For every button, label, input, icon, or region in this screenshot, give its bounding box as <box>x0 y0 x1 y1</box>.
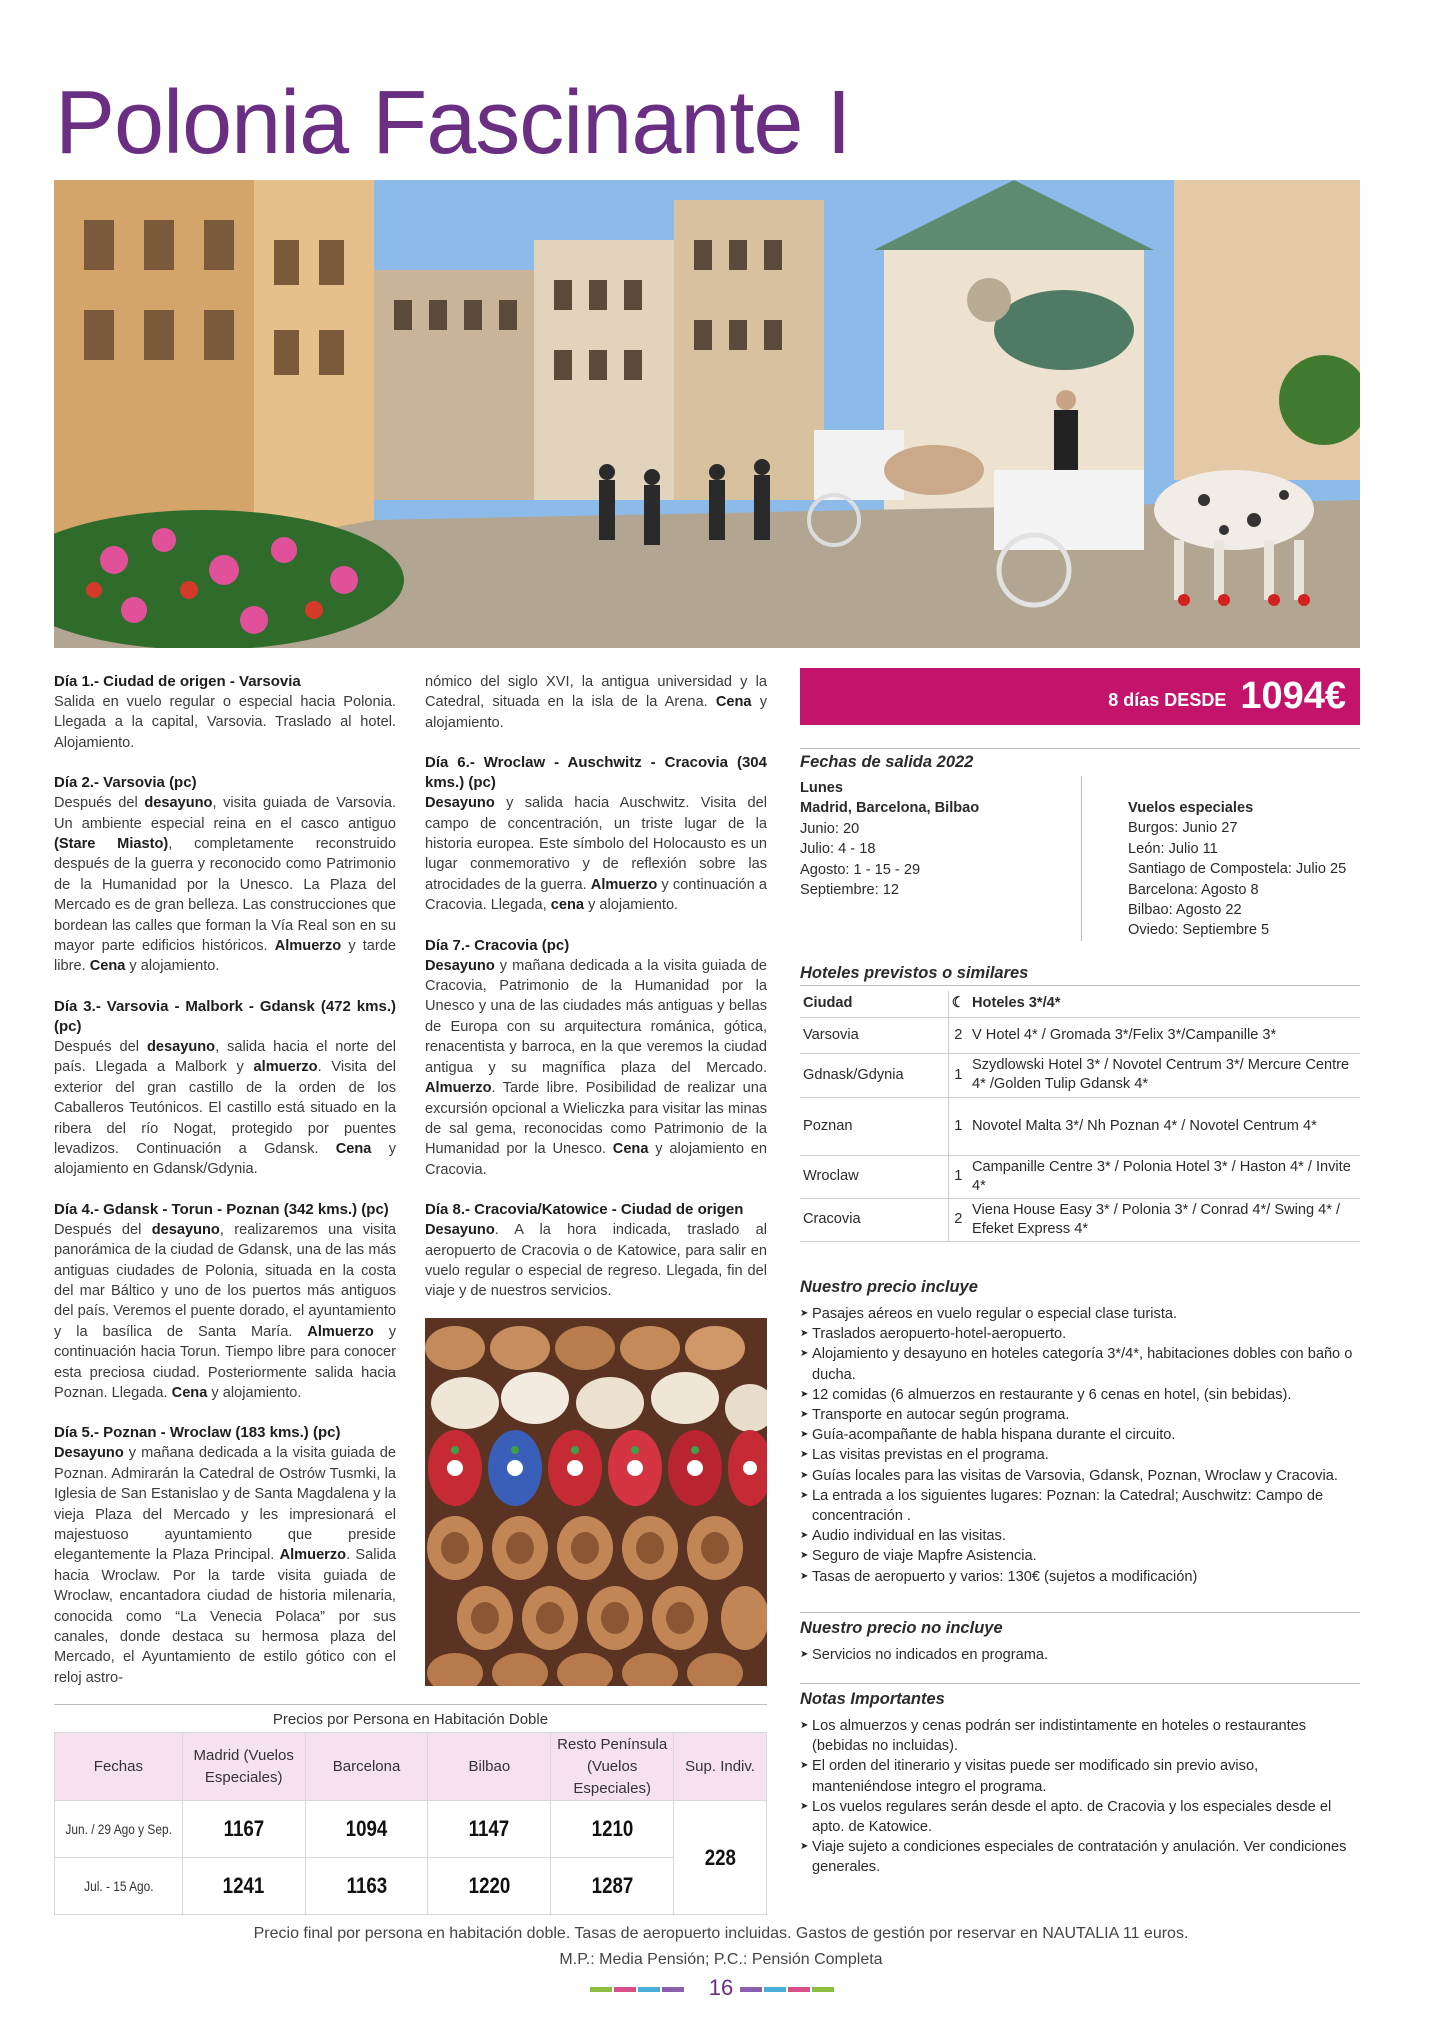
price-table-title: Precios por Persona en Habitación Doble <box>54 1704 767 1728</box>
header-cell: Fechas <box>55 1733 183 1801</box>
price-cell <box>428 1858 551 1915</box>
list-item: ➤ Seguro de viaje Mapfre Asistencia. <box>800 1546 1360 1566</box>
hotel-city: Wroclaw <box>800 1155 948 1198</box>
regular-departures <box>800 776 1082 941</box>
slippers-photo <box>425 1318 767 1686</box>
hero-photo <box>54 180 1360 648</box>
price-cell <box>551 1858 674 1915</box>
itinerary-day <box>54 672 396 753</box>
list-item: ➤ Alojamiento y desayuno en hoteles categoría 3*/4*, habitaciones dobles con baño o ducha. <box>800 1344 1360 1384</box>
list-item: ➤ Pasajes aéreos en vuelo regular o especial clase turista. <box>800 1304 1360 1324</box>
hotel-city: Poznan <box>800 1097 948 1155</box>
day-title: Día 8.- Cracovia/Katowice - Ciudad de origen <box>425 1201 744 1219</box>
itinerary-day <box>425 1200 767 1302</box>
itinerary-day <box>54 1423 396 1688</box>
price-excludes-section <box>800 1612 1360 1665</box>
moon-icon: ☾ <box>948 991 968 1017</box>
day-title: Día 7.- Cracovia (pc) <box>425 936 570 954</box>
day-description: Después del desayuno, visita guiada de Varsovia. Un ambiente especial reina en el casco antiguo (Stare Miasto), completamente reconstruido después de la guerra y reconocido como Patrimonio de la Humanidad por la Unesco. La Plaza del Mercado es de gran belleza. Las construcciones que bordean las calles que forman la Vía Real son en su mayor parte edificios históricos. Almuerzo y tarde libre. Cena y alojamiento. <box>54 795 396 975</box>
price-value: 1163 <box>346 1873 387 1898</box>
footer-note: Precio final por persona en habitación doble. Tasas de aeropuerto incluidas. Gastos de gestión por reservar en NAUTALIA 11 euros. <box>253 1925 1189 1942</box>
hotel-nights: 2 <box>948 1017 968 1053</box>
day-description: Desayuno y mañana dedicada a la visita guiada de Cracovia, Patrimonio de la Humanidad por la Unesco y una de las ciudades más antiguas y bellas de Europa con su arquitectura románica, gótica, renacentista y barroca, en la que veremos la ciudad antigua y su magnífica plaza del Mercado. Almuerzo. Tarde libre. Posibilidad de realizar una excursión opcional a Wieliczka para visitar las minas de sal gema, reconocidas como Patrimonio de la Humanidad por la Unesco. Cena y alojamiento en Cracovia. <box>425 957 767 1178</box>
price-banner-value: 1094€ <box>1240 675 1346 717</box>
special-flight: León: Julio 11 <box>1128 840 1218 857</box>
day-title: Día 2.- Varsovia (pc) <box>54 774 197 792</box>
special-flight: Burgos: Junio 27 <box>1128 820 1238 837</box>
special-flight: Oviedo: Septiembre 5 <box>1128 922 1270 939</box>
departure-date: Julio: 4 - 18 <box>800 841 876 858</box>
special-flights-title: Vuelos especiales <box>1128 800 1254 816</box>
list-item: ➤ Las visitas previstas en el programa. <box>800 1445 1360 1465</box>
list-item: ➤ Viaje sujeto a condiciones especiales de contratación y anulación. Ver condiciones generales. <box>800 1837 1360 1877</box>
hotel-city: Gdnask/Gdynia <box>800 1053 948 1097</box>
table-row <box>800 1053 1360 1097</box>
departure-origins: Madrid, Barcelona, Bilbao <box>800 800 980 817</box>
hotels-col-city: Ciudad <box>800 991 948 1017</box>
price-cell <box>305 1801 428 1858</box>
header-cell: Sup. Indiv. <box>674 1733 767 1801</box>
stripe <box>764 1987 786 1992</box>
special-flight: Barcelona: Agosto 8 <box>1128 881 1259 898</box>
hotel-nights: 1 <box>948 1155 968 1198</box>
section-title: Nuestro precio incluye <box>800 1278 978 1296</box>
hotel-nights: 2 <box>948 1198 968 1241</box>
list-item: ➤ 12 comidas (6 almuerzos en restaurante y 6 cenas en hotel, (sin bebidas). <box>800 1385 1360 1405</box>
table-row <box>55 1858 767 1915</box>
footer-legend: M.P.: Media Pensión; P.C.: Pensión Completa <box>559 1951 883 1968</box>
price-table <box>54 1732 767 1915</box>
departure-weekday: Lunes <box>800 780 843 796</box>
day-description: Después del desayuno, salida hacia el norte del país. Llegada a Malbork y almuerzo. Visita del exterior del gran castillo de la orden de los Caballeros Teutónicos. El castillo está situado en la ribera del río Nogat, protegido por puentes levadizos. Continuación a Gdansk. Cena y alojamiento en Gdansk/Gdynia. <box>54 1038 397 1178</box>
itinerary-day <box>54 1200 396 1404</box>
stripe <box>740 1987 762 1992</box>
list-item: ➤ Traslados aeropuerto-hotel-aeropuerto. <box>800 1324 1360 1344</box>
departure-date: Agosto: 1 - 15 - 29 <box>800 861 921 878</box>
itinerary-column-1 <box>54 672 396 1708</box>
header-cell: Madrid (Vuelos Especiales) <box>182 1733 305 1801</box>
page-number: 16 <box>708 1975 734 2000</box>
hotels-col-hotels: Hoteles 3*/4* <box>968 991 1360 1017</box>
day-description: Desayuno y mañana dedicada a la visita guiada de Poznan. Admirarán la Catedral de Ostrów Tusmki, la Iglesia de San Estanislao y de Santa Magdalena y la vieja Plaza del Mercado y les impresionará el majestuoso ayuntamiento que preside elegantemente la Plaza Principal. Almuerzo. Salida hacia Wroclaw. Por la tarde visita guiada de Wroclaw, encantadora ciudad de historia milenaria, conocida como “La Venecia Polaca” por sus canales, donde destaca su hermosa plaza del Mercado, el Ayuntamiento de estilo gótico con el reloj astro- <box>54 1445 396 1686</box>
day-description: Después del desayuno, realizaremos una visita panorámica de la ciudad de Gdansk, una de las más antiguas ciudades de Polonia, situada en la costa del mar Báltico y uno de los puertos más antiguos del país. Veremos el puente dorado, el ayuntamiento y la basílica de Santa María. Almuerzo y continuación hacia Torun. Tiempo libre para conocer esta preciosa ciudad. Posteriormente salida hacia Poznan. Llegada. Cena y alojamiento. <box>54 1221 396 1401</box>
day-title: Día 3.- Varsovia - Malbork - Gdansk (472 kms.) (pc) <box>54 997 396 1035</box>
price-includes-section <box>800 1278 1360 1587</box>
departure-date: Septiembre: 12 <box>800 882 899 899</box>
day-title: Día 5.- Poznan - Wroclaw (183 kms.) (pc) <box>54 1424 341 1442</box>
day-description: nómico del siglo XVI, la antigua universidad y la Catedral, situada en la isla de la Arena. Cena y alojamiento. <box>425 674 768 731</box>
important-notes-section <box>800 1683 1360 1878</box>
price-value: 1220 <box>468 1873 511 1898</box>
fechas-value: Jun. / 29 Ago y Sep. <box>65 1820 172 1837</box>
table-row <box>800 1155 1360 1198</box>
price-cell <box>305 1858 428 1915</box>
day-description: Desayuno y salida hacia Auschwitz. Visita del campo de concentración, un triste lugar de la historia europea. Este símbolo del Holocausto es un lugar conmemorativo y de reflexión sobre las atrocidades de la guerra. Almuerzo y continuación a Cracovia. Llegada, cena y alojamiento. <box>425 795 768 914</box>
page-title: Polonia Fascinante I <box>55 73 851 173</box>
includes-list <box>800 1304 1360 1587</box>
header-cell: Barcelona <box>305 1733 428 1801</box>
hotel-city: Varsovia <box>800 1017 948 1053</box>
list-item: ➤ El orden del itinerario y visitas puede ser modificado sin previo aviso, manteniéndose integro el programa. <box>800 1756 1360 1796</box>
fechas-value: Jul. - 15 Ago. <box>83 1877 154 1894</box>
hotel-list: Szydlowski Hotel 3* / Novotel Centrum 3*/ Mercure Centre 4* /Golden Tulip Gdansk 4* <box>968 1053 1360 1097</box>
hotel-list: Viena House Easy 3* / Polonia 3* / Conrad 4*/ Swing 4* / Efeket Express 4* <box>968 1198 1360 1241</box>
day-title: Día 1.- Ciudad de origen - Varsovia <box>54 673 301 690</box>
hotel-list: V Hotel 4* / Gromada 3*/Felix 3*/Campanille 3* <box>968 1017 1360 1053</box>
table-row <box>800 1017 1360 1053</box>
list-item: ➤ Guías locales para las visitas de Varsovia, Gdansk, Poznan, Wroclaw y Cracovia. <box>800 1466 1360 1486</box>
header-cell: Resto Península (Vuelos Especiales) <box>551 1733 674 1801</box>
day-description: Desayuno. A la hora indicada, traslado al aeropuerto de Cracovia o de Katowice, para salir en vuelo regular o especial de regreso. Llegada, fin del viaje y de nuestros servicios. <box>425 1222 767 1300</box>
price-cell <box>551 1801 674 1858</box>
departure-date: Junio: 20 <box>800 820 860 837</box>
day-title: Día 6.- Wroclaw - Auschwitz - Cracovia (304 kms.) (pc) <box>425 754 767 792</box>
price-value: 1094 <box>345 1816 388 1841</box>
itinerary-day <box>54 997 396 1180</box>
table-row <box>55 1801 767 1858</box>
table-row <box>800 1097 1360 1155</box>
price-value: 1147 <box>469 1816 510 1841</box>
hotel-list: Novotel Malta 3*/ Nh Poznan 4* / Novotel Centrum 4* <box>968 1097 1360 1155</box>
section-title: Nuestro precio no incluye <box>800 1619 1003 1637</box>
price-value: 1241 <box>222 1873 265 1898</box>
list-item: ➤ Servicios no indicados en programa. <box>800 1645 1360 1665</box>
stripe <box>812 1987 834 1992</box>
price-value: 1210 <box>591 1816 633 1841</box>
slippers-illustration <box>425 1318 767 1686</box>
section-title: Notas Importantes <box>800 1690 945 1708</box>
price-banner <box>800 668 1360 725</box>
itinerary-day <box>425 753 767 915</box>
departure-dates-section <box>800 748 1360 941</box>
notes-list <box>800 1716 1360 1878</box>
price-cell <box>182 1801 305 1858</box>
hotel-city: Cracovia <box>800 1198 948 1241</box>
day-title: Día 4.- Gdansk - Torun - Poznan (342 kms.) (pc) <box>54 1200 389 1218</box>
itinerary-day <box>425 936 767 1180</box>
hotel-nights: 1 <box>948 1053 968 1097</box>
list-item: ➤ Guía-acompañante de habla hispana durante el circuito. <box>800 1425 1360 1445</box>
hotel-list: Campanille Centre 3* / Polonia Hotel 3* / Haston 4* / Invite 4* <box>968 1155 1360 1198</box>
day-description: Salida en vuelo regular o especial hacia Polonia. Llegada a la capital, Varsovia. Traslado al hotel. Alojamiento. <box>54 694 396 751</box>
section-title: Hoteles previstos o similares <box>800 964 1360 986</box>
price-cell <box>182 1858 305 1915</box>
table-row <box>800 1198 1360 1241</box>
section-title: Fechas de salida 2022 <box>800 753 974 771</box>
list-item: ➤ Transporte en autocar según programa. <box>800 1405 1360 1425</box>
sup-indiv-cell <box>674 1801 767 1915</box>
list-item: ➤ Audio individual en las visitas. <box>800 1526 1360 1546</box>
special-flight: Bilbao: Agosto 22 <box>1128 902 1242 919</box>
list-item: ➤ Tasas de aeropuerto y varios: 130€ (sujetos a modificación) <box>800 1567 1360 1587</box>
hotels-table <box>800 991 1360 1242</box>
special-flight: Santiago de Compostela: Julio 25 <box>1128 861 1347 878</box>
list-item: ➤ Los almuerzos y cenas podrán ser indistintamente en hoteles o restaurantes (bebidas no incluidas). <box>800 1716 1360 1756</box>
special-flights <box>1082 776 1360 941</box>
sup-indiv-value: 228 <box>704 1844 736 1870</box>
price-banner-label: 8 días DESDE <box>1108 690 1227 710</box>
price-value: 1287 <box>591 1873 633 1898</box>
itinerary-day <box>54 773 396 977</box>
price-value: 1167 <box>223 1816 264 1841</box>
hotel-nights: 1 <box>948 1097 968 1155</box>
fechas-cell <box>55 1858 183 1915</box>
hotels-section <box>800 964 1360 1242</box>
price-cell <box>428 1801 551 1858</box>
list-item: ➤ Los vuelos regulares serán desde el apto. de Cracovia y los especiales desde el apto. de Katowice. <box>800 1797 1360 1837</box>
list-item: ➤ La entrada a los siguientes lugares: Poznan: la Catedral; Auschwitz: Campo de concentración . <box>800 1486 1360 1526</box>
itinerary-day-continued <box>425 672 767 733</box>
stripe <box>788 1987 810 1992</box>
itinerary-column-2 <box>425 672 767 1322</box>
krakow-square-illustration <box>54 180 1360 648</box>
fechas-cell <box>55 1801 183 1858</box>
table-header-row <box>55 1733 767 1801</box>
excludes-list <box>800 1645 1360 1665</box>
decorative-stripes-right <box>740 1987 836 1992</box>
header-cell: Bilbao <box>428 1733 551 1801</box>
